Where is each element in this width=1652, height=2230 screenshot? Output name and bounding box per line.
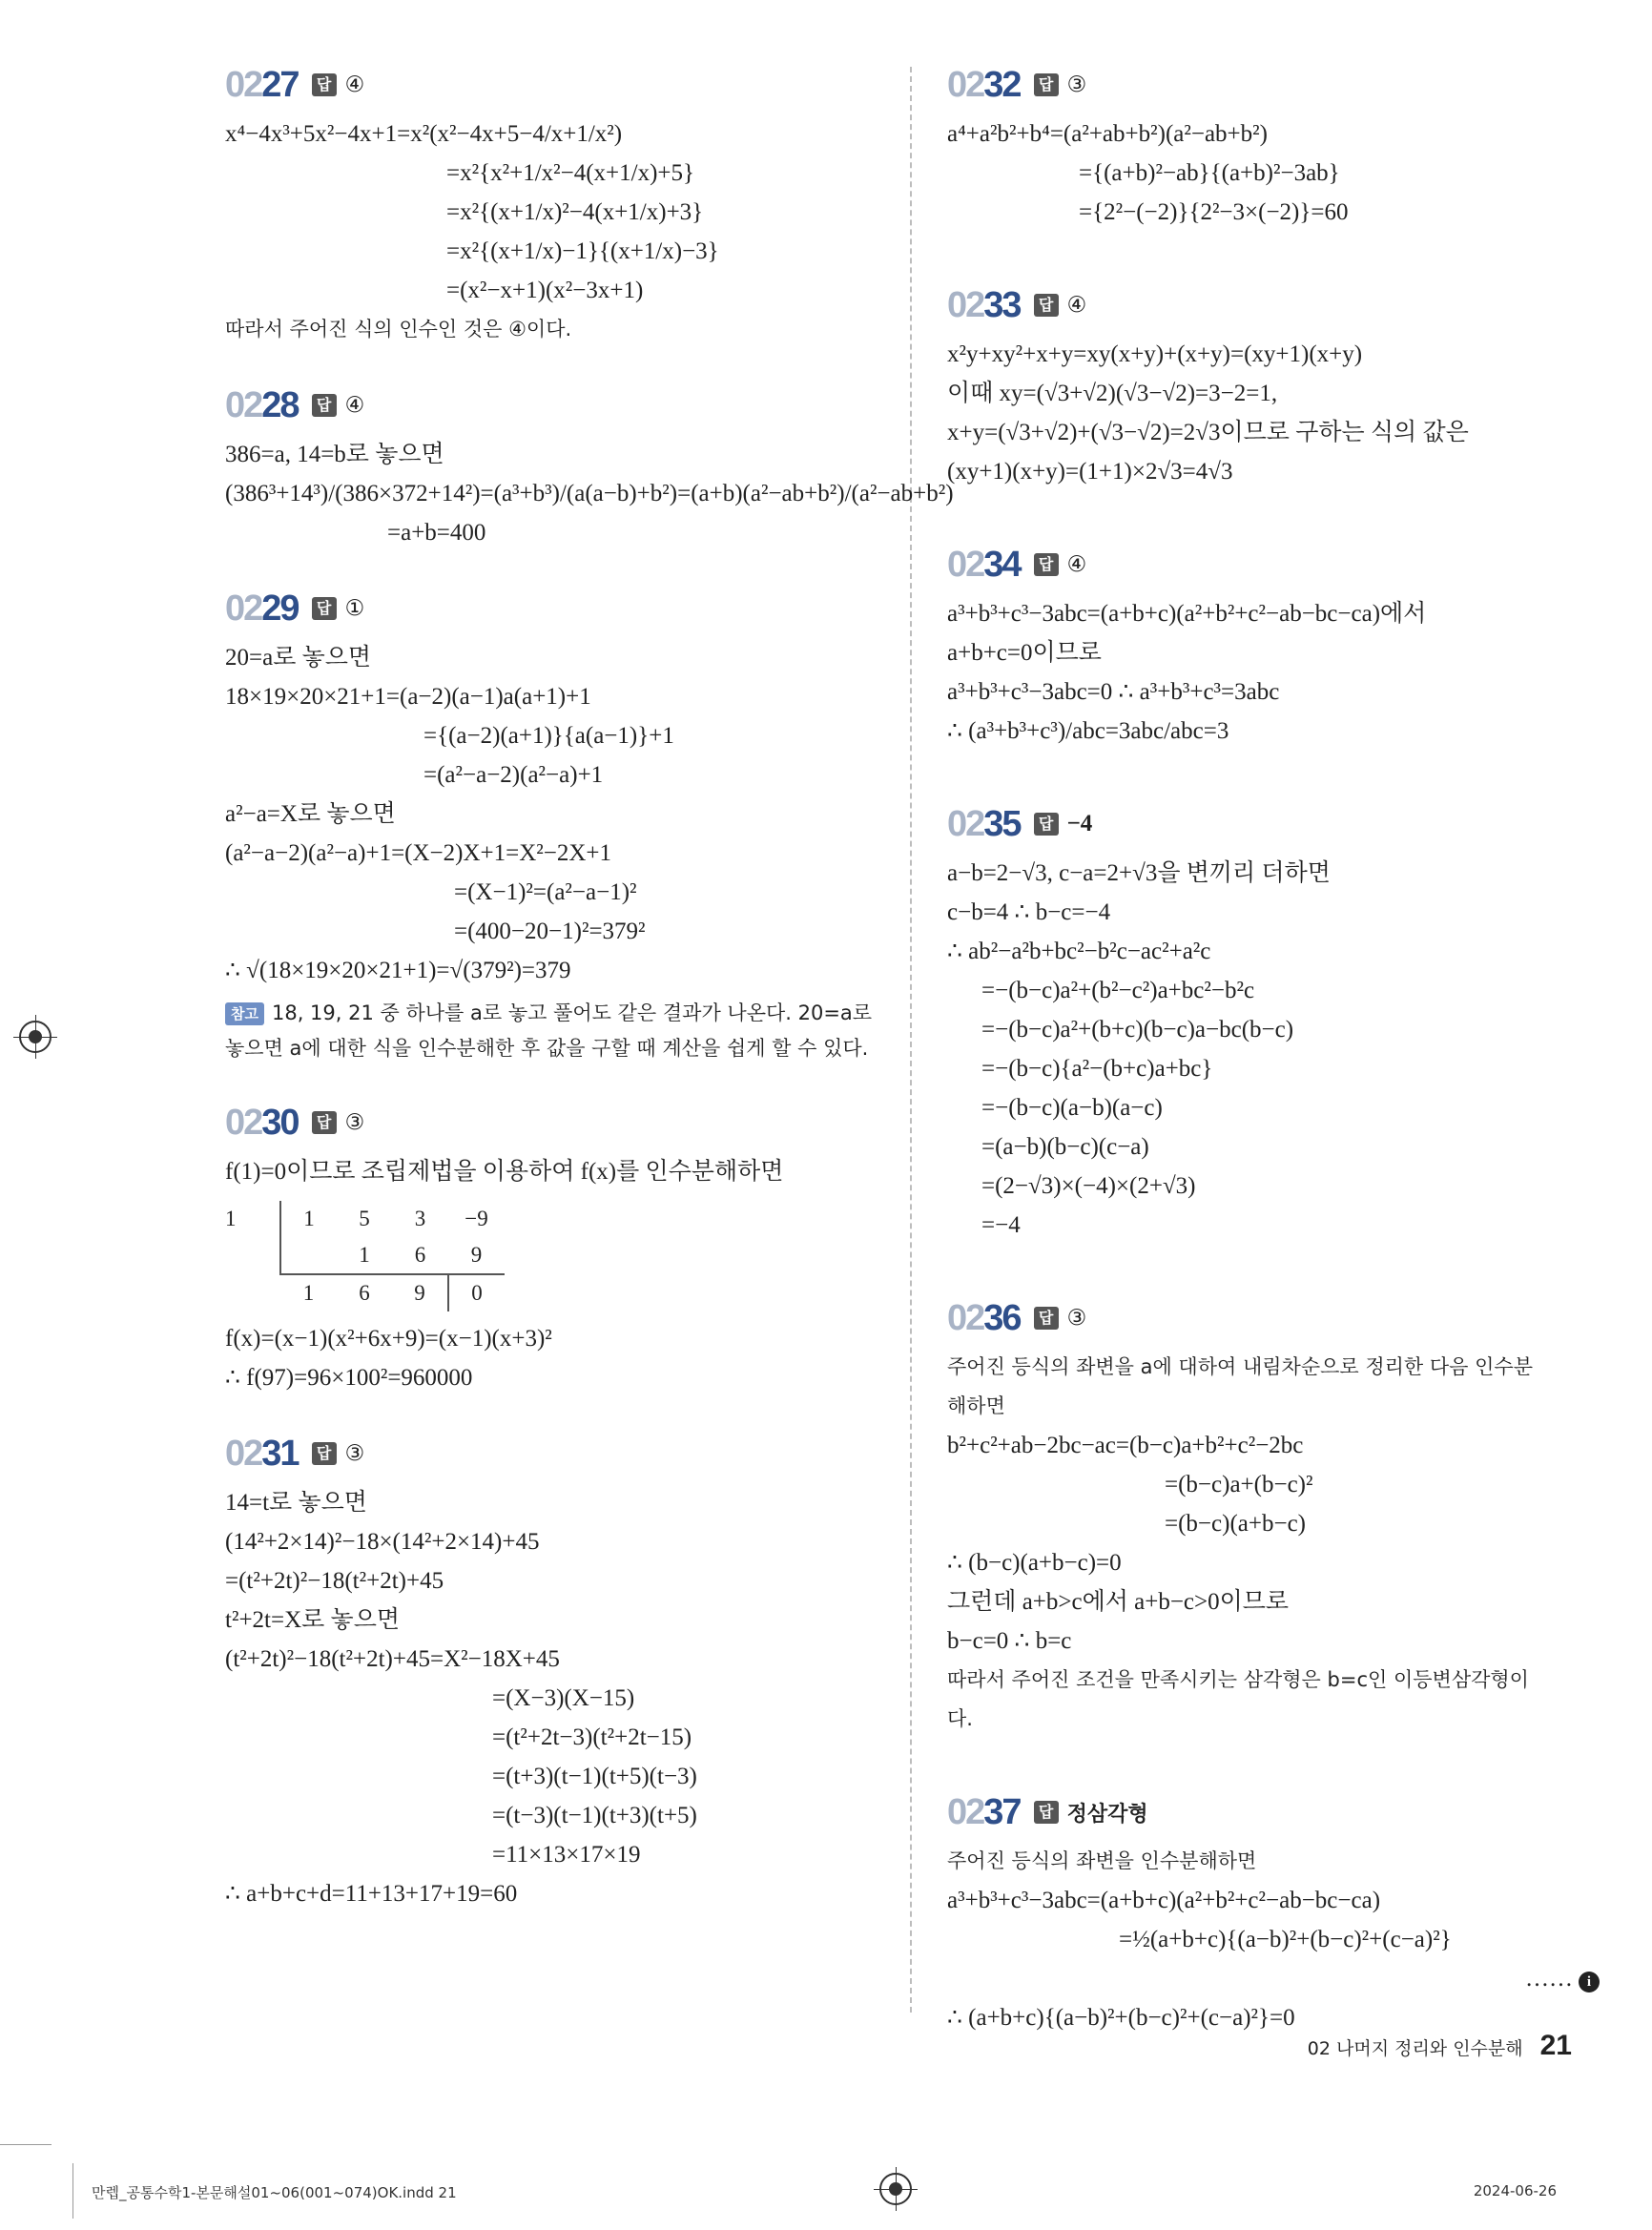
answer-tag: 답 [1034,813,1059,836]
answer-tag: 답 [1034,73,1059,96]
solution-line: a³+b³+c³−3abc=(a+b+c)(a²+b²+c²−ab−bc−ca) [947,1888,1381,1913]
ellipsis: …… [1525,1966,1573,1992]
answer: ④ [1066,552,1087,577]
answer: ③ [344,1441,365,1466]
solution-line: =x²{(x+1/x)−1}{(x+1/x)−3} [446,238,719,264]
solution-line: =(X−3)(X−15) [492,1685,635,1711]
crop-mark [0,2144,52,2145]
solution-line: =(2−√3)×(−4)×(2+√3) [981,1173,1196,1199]
solution-line: f(1)=0이므로 조립제법을 이용하여 f(x)를 인수분해하면 [225,1159,784,1185]
answer-tag: 답 [312,73,337,96]
synth-cell: 9 [448,1237,505,1274]
solution-line: 386=a, 14=b로 놓으면 [225,442,444,467]
solution-line: a³+b³+c³−3abc=0 ∴ a³+b³+c³=3abc [947,679,1280,705]
solution-line: a⁴+a²b²+b⁴=(a²+ab+b²)(a²−ab+b²) [947,121,1268,147]
solution-line: 따라서 주어진 식의 인수인 것은 ④이다. [225,318,572,341]
solution-line: b−c=0 ∴ b=c [947,1628,1072,1654]
solution-line: =(b−c)a+(b−c)² [1165,1472,1313,1497]
solution-line: 그런데 a+b>c에서 a+b−c>0이므로 [947,1589,1290,1615]
solution-line: t²+2t=X로 놓으면 [225,1607,400,1633]
solution-line: ∴ (b−c)(a+b−c)=0 [947,1550,1122,1576]
solution-line: ={2²−(−2)}{2²−3×(−2)}=60 [1079,199,1349,225]
info-icon: i [1579,1972,1600,1993]
problem-0232 [947,61,1605,232]
solution-line: =x²{(x+1/x)²−4(x+1/x)+3} [446,199,704,225]
solution-line: x²y+xy²+x+y=xy(x+y)+(x+y)=(xy+1)(x+y) [947,341,1363,367]
problem-number: 0235 [947,804,1021,844]
synth-cell: 9 [414,1281,425,1305]
solution-line: 18×19×20×21+1=(a−2)(a−1)a(a+1)+1 [225,684,591,710]
solution-line: ={(a+b)²−ab}{(a+b)²−3ab} [1079,160,1340,186]
problem-0237 [947,1788,1605,2037]
marker-line [947,1959,1605,1998]
problem-0231 [225,1430,874,1913]
solution-line: =(t+3)(t−1)(t+5)(t−3) [492,1764,697,1789]
solution-line: =(a−b)(b−c)(c−a) [981,1134,1149,1160]
solution-line: 20=a로 놓으면 [225,645,372,671]
crop-mark [72,2163,73,2219]
answer-tag: 답 [1034,1801,1059,1824]
answer: ④ [1066,293,1087,318]
solution-line: ∴ f(97)=96×100²=960000 [225,1365,473,1391]
answer-tag: 답 [1034,294,1059,317]
answer-tag: 답 [312,597,337,620]
problem-number: 0231 [225,1434,299,1474]
note-text: 18, 19, 21 중 하나를 a로 놓고 풀어도 같은 결과가 나온다. 20=a로 놓으면 a에 대한 식을 인수분해한 후 값을 구할 때 계산을 쉽게 할 수 있다. [225,1001,873,1060]
solution-line: =(t−3)(t−1)(t+3)(t+5) [492,1803,697,1828]
problem-0235 [947,800,1605,1245]
solution-line: x⁴−4x³+5x²−4x+1=x²(x²−4x+5−4/x+1/x²) [225,121,623,147]
synth-divisor: 1 [225,1201,280,1237]
solution-line: =−(b−c)a²+(b²−c²)a+bc²−b²c [981,978,1255,1003]
solution-line: 다. [947,1707,973,1730]
problem-0228 [225,382,954,552]
problem-number: 0233 [947,285,1021,325]
synth-cell: 6 [359,1281,370,1305]
solution-line: ∴ a+b+c+d=11+13+17+19=60 [225,1881,518,1907]
solution-line: 이때 xy=(√3+√2)(√3−√2)=3−2=1, [947,381,1278,406]
answer-tag: 답 [312,394,337,417]
solution-line: 주어진 등식의 좌변을 인수분해하면 [947,1849,1257,1872]
synth-remainder: 0 [448,1274,505,1311]
problem-number: 0236 [947,1298,1021,1338]
answer: ④ [344,393,365,418]
problem-number: 0229 [225,588,299,629]
problem-number: 0230 [225,1103,299,1143]
answer-tag: 답 [312,1111,337,1134]
column-divider [910,67,912,2013]
solution-line: (t²+2t)²−18(t²+2t)+45=X²−18X+45 [225,1646,560,1672]
solution-line: =(b−c)(a+b−c) [1165,1511,1306,1537]
solution-line: =x²{x²+1/x²−4(x+1/x)+5} [446,160,695,186]
solution-line: =−4 [981,1212,1021,1238]
solution-line: =(x²−x+1)(x²−3x+1) [446,278,644,303]
answer: −4 [1066,811,1093,836]
solution-line: =(t²+2t)²−18(t²+2t)+45 [225,1568,444,1594]
synth-cell: 3 [414,1207,426,1230]
solution-line: ∴ (a+b+c){(a−b)²+(b−c)²+(c−a)²}=0 [947,2005,1295,2031]
registration-mark-icon [19,1021,52,1053]
synth-cell: 5 [359,1207,370,1230]
solution-line: =−(b−c)a²+(b+c)(b−c)a−bc(b−c) [981,1017,1294,1043]
answer-tag: 답 [1034,553,1059,576]
left-column [225,61,954,1913]
solution-line: a−b=2−√3, c−a=2+√3을 변끼리 더하면 [947,860,1331,886]
problem-0227 [225,61,874,349]
problem-number: 0234 [947,545,1021,585]
solution-line: a²−a=X로 놓으면 [225,801,396,827]
synthetic-division [225,1201,874,1311]
solution-line: (386³+14³)/(386×372+14²)=(a³+b³)/(a(a−b)+b²)=(a+b)(a²−ab+b²)/(a²−ab+b²) [225,481,954,506]
solution-line: ∴ (a³+b³+c³)/abc=3abc/abc=3 [947,718,1229,744]
problem-0229 [225,585,874,1066]
problem-number: 0228 [225,385,299,425]
answer-tag: 답 [312,1442,337,1465]
problem-number: 0232 [947,65,1021,105]
answer: 정삼각형 [1066,1802,1148,1827]
right-column [947,61,1605,2037]
synth-cell: 1 [303,1207,315,1230]
solution-line: =11×13×17×19 [492,1842,641,1868]
synth-cell: 1 [302,1281,315,1305]
solution-line: =−(b−c)(a−b)(a−c) [981,1095,1163,1121]
solution-line: =(400−20−1)²=379² [454,919,646,944]
solution-line: =(a²−a−2)(a²−a)+1 [423,762,604,788]
answer: ③ [1066,1306,1087,1331]
print-file-name: 만렙_공통수학1-본문해설01~06(001~074)OK.indd 21 [92,2184,457,2201]
solution-line: c−b=4 ∴ b−c=−4 [947,899,1111,925]
solution-line: =(t²+2t−3)(t²+2t−15) [492,1724,692,1750]
answer: ③ [344,1110,365,1135]
note-tag: 참고 [225,1002,264,1025]
solution-line: =a+b=400 [387,520,486,546]
solution-line: 해하면 [947,1394,1005,1417]
answer: ③ [1066,72,1087,97]
registration-mark-icon [879,2173,912,2205]
solution-line: b²+c²+ab−2bc−ac=(b−c)a+b²+c²−2bc [947,1433,1304,1458]
note [225,996,874,1066]
problem-number: 0237 [947,1792,1021,1832]
solution-line: (14²+2×14)²−18×(14²+2×14)+45 [225,1529,540,1555]
answer-tag: 답 [1034,1307,1059,1330]
solution-line: ∴ √(18×19×20×21+1)=√(379²)=379 [225,958,571,983]
solution-line: a³+b³+c³−3abc=(a+b+c)(a²+b²+c²−ab−bc−ca)에서 [947,601,1427,627]
problem-0230 [225,1099,874,1397]
problem-0233 [947,281,1605,491]
problem-0236 [947,1294,1605,1739]
problem-0234 [947,541,1605,751]
answer: ① [344,596,365,621]
solution-line: 주어진 등식의 좌변을 a에 대하여 내림차순으로 정리한 다음 인수분 [947,1355,1533,1378]
page-footer [1308,2030,1572,2062]
solution-line: ∴ ab²−a²b+bc²−b²c−ac²+a²c [947,939,1211,964]
section-title: 02 나머지 정리와 인수분해 [1307,2038,1523,2059]
solution-line: x+y=(√3+√2)+(√3−√2)=2√3이므로 구하는 식의 값은 [947,420,1469,445]
solution-line: (xy+1)(x+y)=(1+1)×2√3=4√3 [947,459,1233,485]
answer: ④ [344,72,365,97]
solution-line: f(x)=(x−1)(x²+6x+9)=(x−1)(x+3)² [225,1326,552,1352]
solution-line: =(X−1)²=(a²−a−1)² [454,879,637,905]
page-number: 21 [1539,2030,1572,2061]
solution-line: =−(b−c){a²−(b+c)a+bc} [981,1056,1213,1082]
print-date: 2024-06-26 [1473,2182,1557,2199]
synth-cell: −9 [465,1207,488,1230]
solution-line: =½(a+b+c){(a−b)²+(b−c)²+(c−a)²} [1119,1927,1452,1952]
problem-number: 0227 [225,65,299,105]
solution-line: ={(a−2)(a+1)}{a(a−1)}+1 [423,723,674,749]
synth-cell: 6 [392,1237,448,1274]
synth-cell: 1 [337,1237,392,1274]
solution-line: (a²−a−2)(a²−a)+1=(X−2)X+1=X²−2X+1 [225,840,612,866]
solution-line: 따라서 주어진 조건을 만족시키는 삼각형은 b=c인 이등변삼각형이 [947,1668,1529,1691]
solution-line: a+b+c=0이므로 [947,640,1102,666]
solution-line: 14=t로 놓으면 [225,1490,367,1516]
synth-cell [280,1237,337,1274]
